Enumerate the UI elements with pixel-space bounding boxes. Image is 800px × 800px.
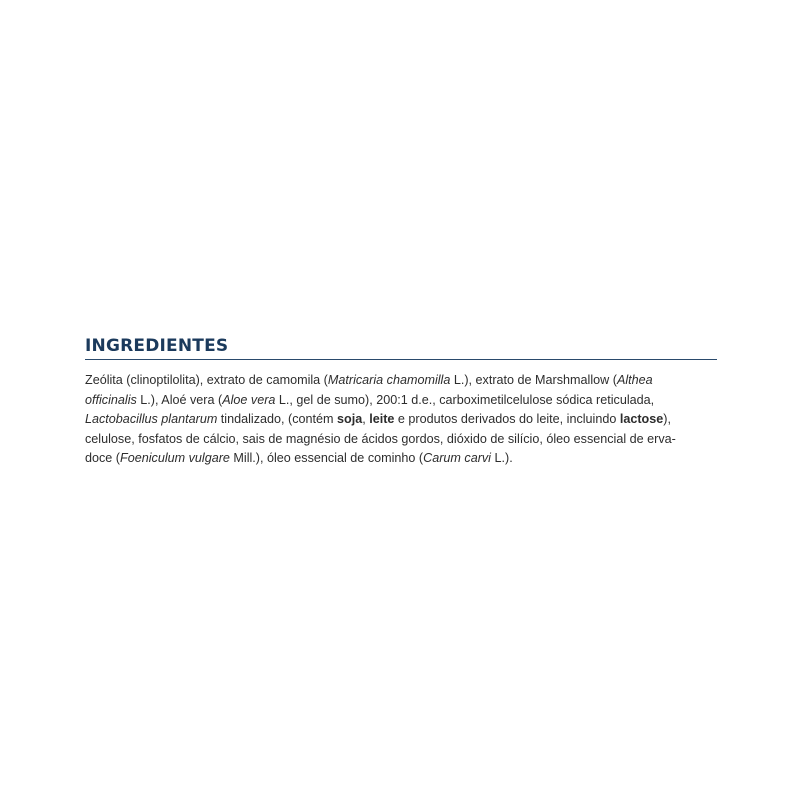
- text-segment: e produtos derivados do leite, incluindo: [394, 412, 620, 426]
- species-name: Matricaria chamomilla: [327, 373, 451, 387]
- text-segment: ,: [362, 412, 370, 426]
- text-segment: L., gel de sumo), 200:1 d.e., carboximetilcelulose sódica reticulada,: [275, 392, 655, 407]
- species-name: Foeniculum vulgare: [120, 451, 230, 465]
- text-segment: L.).: [491, 451, 513, 465]
- text-segment: L.), extrato de Marshmallow (: [450, 373, 617, 387]
- species-name: Aloe vera: [222, 392, 276, 407]
- ingredients-line-2: [85, 391, 717, 411]
- ingredients-heading: INGREDIENTES: [85, 336, 229, 356]
- ingredients-line-5: [85, 449, 717, 469]
- ingredients-line-4: [85, 430, 717, 450]
- ingredients-line-3: [85, 410, 717, 430]
- text-segment: Zeólita (clinoptilolita), extrato de camomila (: [85, 373, 328, 387]
- species-name: Carum carvi: [423, 451, 491, 465]
- ingredients-text: [85, 371, 717, 469]
- species-name: Althea: [616, 373, 653, 387]
- allergen: lactose: [619, 412, 664, 426]
- species-name: officinalis: [85, 392, 137, 407]
- text-segment: L.), Aloé vera (: [136, 392, 223, 407]
- allergen: soja: [337, 412, 363, 426]
- allergen: leite: [369, 412, 395, 426]
- text-segment: tindalizado, (contém: [217, 412, 338, 426]
- ingredients-line-1: [85, 371, 717, 391]
- species-name: Lactobacillus plantarum: [85, 412, 218, 426]
- text-segment: ),: [663, 412, 671, 426]
- text-segment: celulose, fosfatos de cálcio, sais de magnésio de ácidos gordos, dióxido de silício, óleo essencial de erva-: [85, 431, 676, 446]
- text-segment: doce (: [85, 451, 121, 465]
- text-segment: Mill.), óleo essencial de cominho (: [229, 451, 424, 465]
- heading-divider: [85, 359, 717, 360]
- ingredients-section: [85, 335, 717, 469]
